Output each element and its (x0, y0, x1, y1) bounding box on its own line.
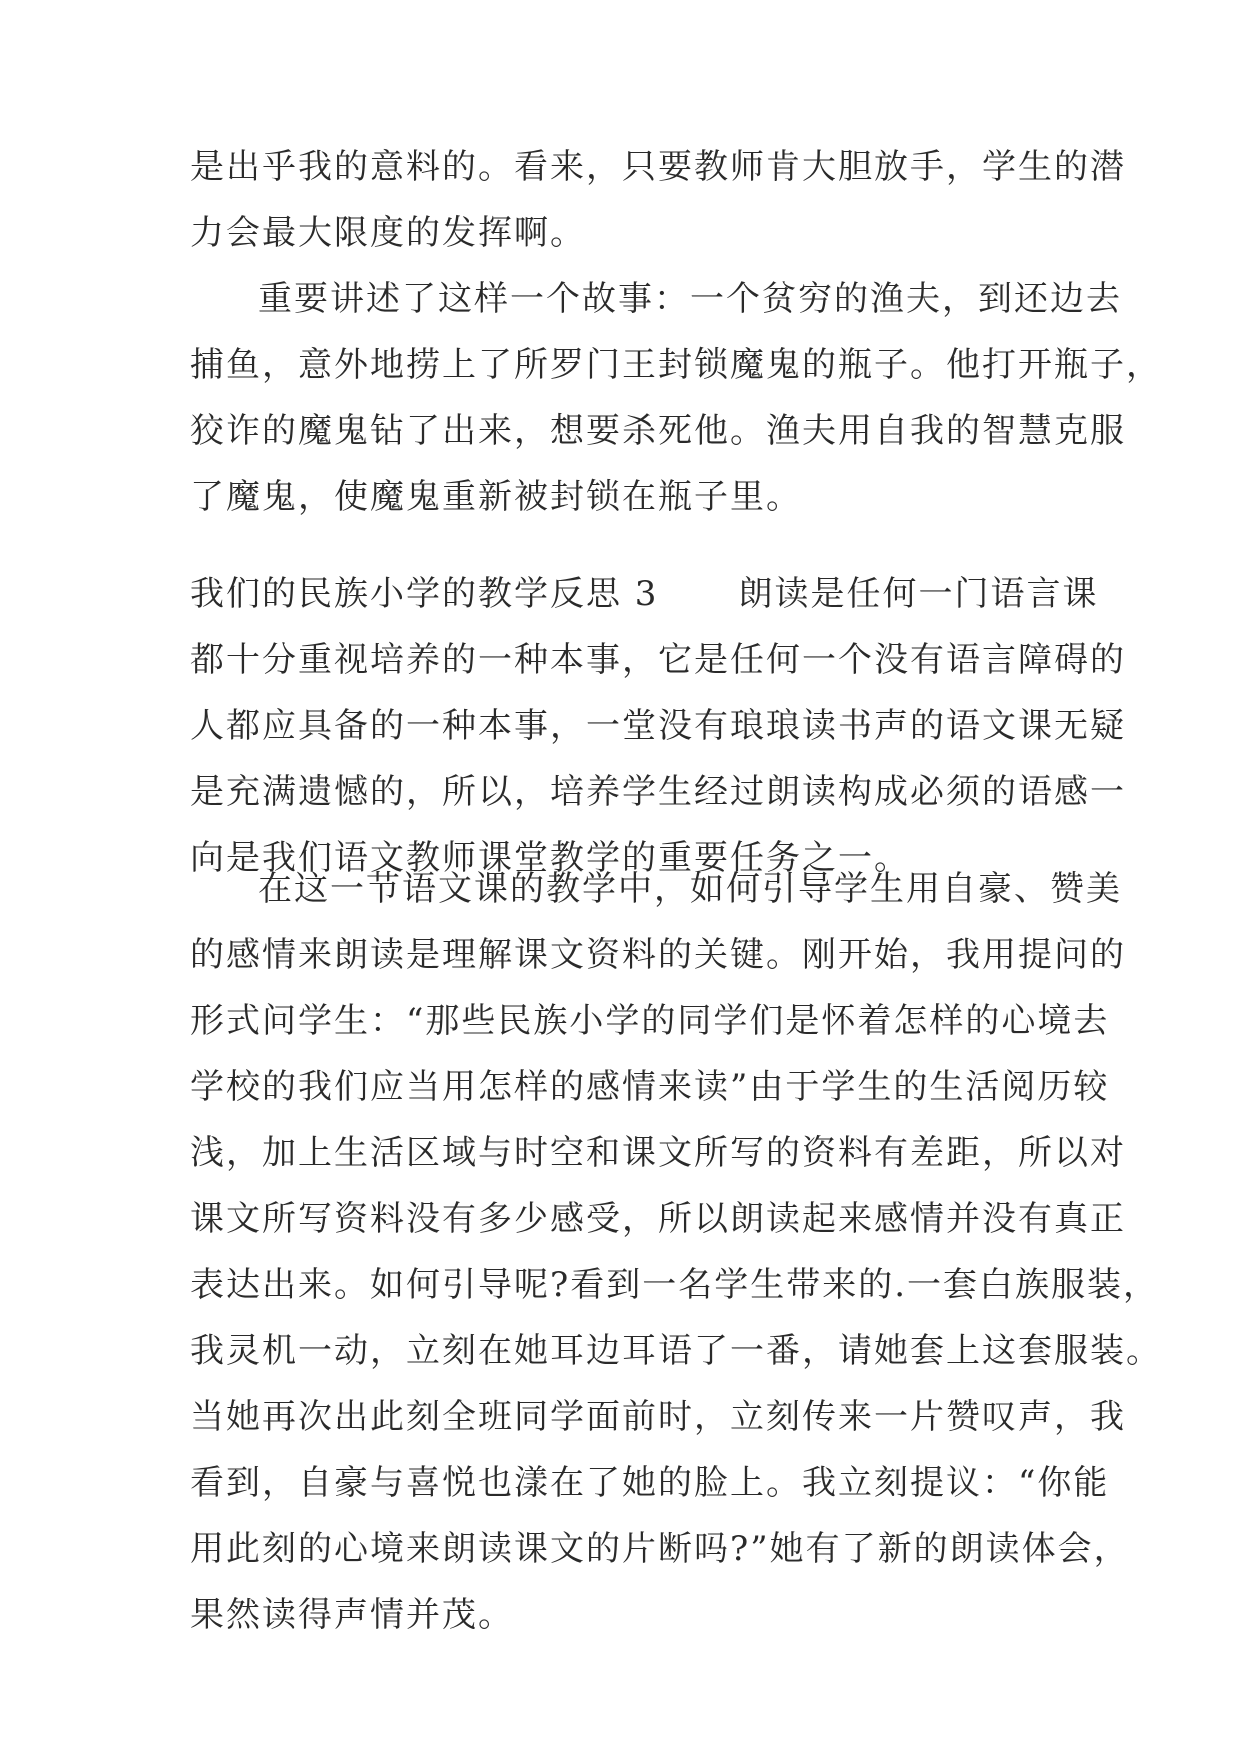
text-line: 果然读得声情并茂。 (190, 1595, 514, 1635)
text-line: 捕鱼，意外地捞上了所罗门王封锁魔鬼的瓶子。他打开瓶子， (190, 345, 1162, 385)
text-line: 是充满遗憾的，所以，培养学生经过朗读构成必须的语感一 (190, 772, 1126, 812)
section-heading-line (190, 561, 1099, 627)
text-line: 重要讲述了这样一个故事：一个贫穷的渔夫，到还边去 (258, 279, 1122, 319)
text-line: 当她再次出此刻全班同学面前时，立刻传来一片赞叹声，我 (190, 1397, 1126, 1437)
section-heading: 我们的民族小学的教学反思 3 (190, 574, 659, 614)
text-line: 向是我们语文教师课堂教学的重要任务之一。 (190, 838, 910, 878)
text-line: 在这一节语文课的教学中，如何引导学生用自豪、赞美 (258, 869, 1122, 909)
text-line: 浅，加上生活区域与时空和课文所写的资料有差距，所以对 (190, 1133, 1126, 1173)
text-line: 狡诈的魔鬼钻了出来，想要杀死他。渔夫用自我的智慧克服 (190, 411, 1126, 451)
text-line: 的感情来朗读是理解课文资料的关键。刚开始，我用提问的 (190, 935, 1126, 975)
text-line: 了魔鬼，使魔鬼重新被封锁在瓶子里。 (190, 477, 802, 517)
paragraph-1 (190, 134, 1126, 266)
text-line: 课文所写资料没有多少感受，所以朗读起来感情并没有真正 (190, 1199, 1126, 1239)
text-segment: 朗读是任何一门语言课 (738, 574, 1099, 614)
text-line: 我灵机一动，立刻在她耳边耳语了一番，请她套上这套服装。 (190, 1331, 1162, 1371)
text-line: 形式问学生：“那些民族小学的同学们是怀着怎样的心境去 (190, 1001, 1110, 1041)
paragraph-3 (190, 561, 1126, 891)
text-line: 力会最大限度的发挥啊。 (190, 213, 586, 253)
text-line: 学校的我们应当用怎样的感情来读”由于学生的生活阅历较 (190, 1067, 1110, 1107)
text-line: 用此刻的心境来朗读课文的片断吗?”她有了新的朗读体会， (190, 1529, 1130, 1569)
text-line: 是出乎我的意料的。看来，只要教师肯大胆放手，学生的潜 (190, 147, 1126, 187)
paragraph-2 (190, 266, 1162, 530)
text-line: 都十分重视培养的一种本事，它是任何一个没有语言障碍的 (190, 640, 1126, 680)
paragraph-4 (190, 856, 1162, 1648)
text-line: 看到，自豪与喜悦也漾在了她的脸上。我立刻提议：“你能 (190, 1463, 1110, 1503)
text-line: 人都应具备的一种本事，一堂没有琅琅读书声的语文课无疑 (190, 706, 1126, 746)
text-line: 表达出来。如何引导呢?看到一名学生带来的.一套白族服装， (190, 1265, 1160, 1305)
